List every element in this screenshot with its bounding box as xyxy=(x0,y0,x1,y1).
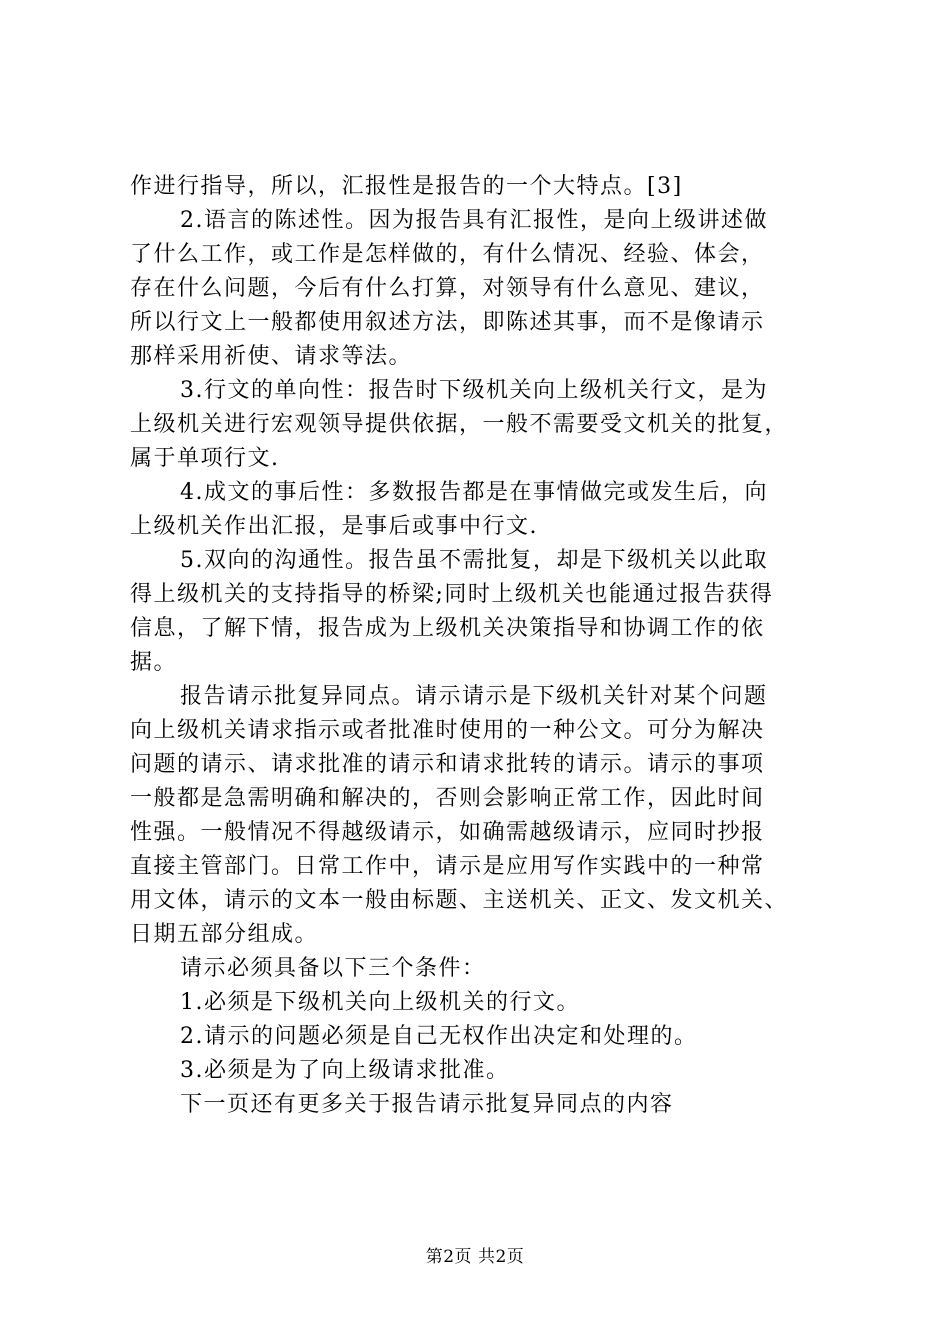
text-line: 报告请示批复异同点。请示请示是下级机关针对某个问题 xyxy=(180,684,768,709)
text-line: 那样采用祈使、请求等法。 xyxy=(130,344,413,369)
text-line: 上级机关作出汇报，是事后或事中行文. xyxy=(130,514,538,539)
document-body xyxy=(130,170,850,1122)
text-line: 5.双向的沟通性。报告虽不需批复，却是下级机关以此取 xyxy=(180,548,768,573)
text-line: 问题的请示、请求批准的请示和请求批转的请示。请示的事项 xyxy=(130,752,765,777)
page-number-label: 第2页 共2页 xyxy=(425,1247,525,1267)
page-footer xyxy=(0,1242,950,1267)
text-line: 据。 xyxy=(130,650,178,675)
text-line: 一般都是急需明确和解决的，否则会影响正常工作，因此时间 xyxy=(130,786,765,811)
text-line: 1.必须是下级机关向上级机关的行文。 xyxy=(180,990,580,1015)
text-line: 下一页还有更多关于报告请示批复异同点的内容 xyxy=(180,1092,674,1117)
text-line: 直接主管部门。日常工作中，请示是应用写作实践中的一种常 xyxy=(130,854,765,879)
text-line: 上级机关进行宏观领导提供依据，一般不需要受文机关的批复， xyxy=(130,412,789,437)
text-line: 3.必须是为了向上级请求批准。 xyxy=(180,1058,510,1083)
text-line: 属于单项行文. xyxy=(130,446,280,471)
text-line: 日期五部分组成。 xyxy=(130,922,319,947)
text-line: 向上级机关请求指示或者批准时使用的一种公文。可分为解决 xyxy=(130,718,765,743)
text-line: 信息，了解下情，报告成为上级机关决策指导和协调工作的依 xyxy=(130,616,765,641)
text-line: 了什么工作，或工作是怎样做的，有什么情况、经验、体会， xyxy=(130,242,765,267)
text-line: 用文体，请示的文本一般由标题、主送机关、正文、发文机关、 xyxy=(130,888,789,913)
text-line: 3.行文的单向性：报告时下级机关向上级机关行文，是为 xyxy=(180,378,768,403)
text-line: 2.语言的陈述性。因为报告具有汇报性，是向上级讲述做 xyxy=(180,208,768,233)
text-line: 得上级机关的支持指导的桥梁;同时上级机关也能通过报告获得 xyxy=(130,582,774,607)
text-line: 请示必须具备以下三个条件： xyxy=(180,956,486,981)
text-line: 2.请示的问题必须是自己无权作出决定和处理的。 xyxy=(180,1024,698,1049)
text-line: 作进行指导，所以，汇报性是报告的一个大特点。[3] xyxy=(130,174,683,199)
text-line: 存在什么问题，今后有什么打算，对领导有什么意见、建议， xyxy=(130,276,765,301)
text-line: 4.成文的事后性：多数报告都是在事情做完或发生后，向 xyxy=(180,480,768,505)
text-line: 所以行文上一般都使用叙述方法，即陈述其事，而不是像请示 xyxy=(130,310,765,335)
text-line: 性强。一般情况不得越级请示，如确需越级请示，应同时抄报 xyxy=(130,820,765,845)
